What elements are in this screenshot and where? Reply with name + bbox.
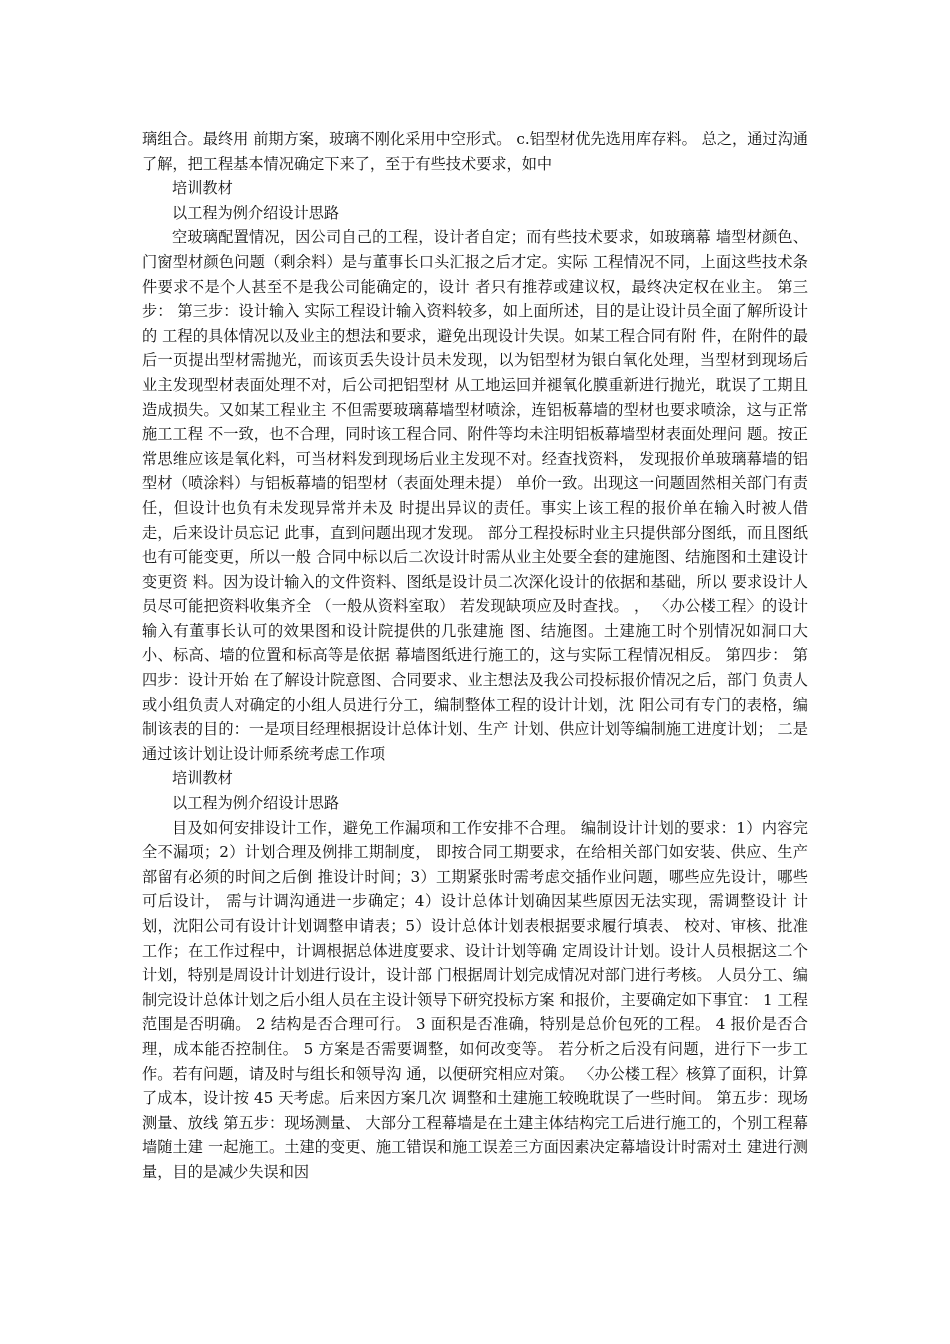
body-paragraph: 目及如何安排设计工作，避免工作漏项和工作安排不合理。 编制设计计划的要求：1）内容完全不漏项；2）计划合理及例排工期制度， 即按合同工期要求，在给相关部门如安装、供应、生产部留有必须的时间之后倒 推设计时间；3）工期紧张时需考虑交插作业问题，哪些应先设计，哪些可后设计， 需与计调沟通进一步确定；4）设计总体计划确因某些原因无法实现，需调整设计 计划，沈阳公司有设计计划调整申请表；5）设计总体计划表根据要求履行填表、 校对、审核、批准工作；在工作过程中，计调根据总体进度要求、设计计划等确 定周设计计划。设计人员根据这二个计划，特别是周设计计划进行设计，设计部 门根据周计划完成情况对部门进行考核。 人员分工、编制完设计总体计划之后小组人员在主设计领导下研究投标方案 和报价，主要确定如下事宜： 1 工程范围是否明确。 2 结构是否合理可行。 3 面积是否准确，特别是总价包死的工程。 4 报价是否合理，成本能否控制住。 5 方案是否需要调整，如何改变等。 若分析之后没有问题，进行下一步工作。若有问题，请及时与组长和领导沟 通，以便研究相应对策。 〈办公楼工程〉核算了面积，计算了成本，设计按 45 天考虑。后来因方案几次 调整和土建施工较晚耽误了一些时间。 第五步：现场测量、放线 第五步：现场测量、 大部分工程幕墙是在土建主体结构完工后进行施工的，个别工程幕墙随土建 一起施工。土建的变更、施工错误和施工误差三方面因素决定幕墙设计时需对土 建进行测量，目的是减少失误和因 — [142, 818, 808, 1181]
section-title: 以工程为例介绍设计思路 — [172, 794, 340, 813]
section-title: 以工程为例介绍设计思路 — [172, 203, 340, 222]
body-paragraph: 璃组合。最终用 前期方案，玻璃不刚化采用中空形式。 c.铝型材优先选用库存料。 总之，通过沟通了解，把工程基本情况确定下来了，至于有些技术要求，如中 — [142, 130, 808, 173]
document-page — [142, 127, 808, 1185]
body-paragraph: 空玻璃配置情况，因公司自己的工程，设计者自定；而有些技术要求，如玻璃幕 墙型材颜色、门窗型材颜色问题（剩余料）是与董事长口头汇报之后才定。实际 工程情况不同，上面这些技术条件要求不是个人甚至不是我公司能确定的，设计 者只有推荐或建议权，最终决定权在业主。 第三步： 第三步：设计输入 实际工程设计输入资料较多，如上面所述，目的是让设计员全面了解所设计的 工程的具体情况以及业主的想法和要求，避免出现设计失误。如某工程合同有附 件，在附件的最后一页提出型材需抛光，而该页丢失设计员未发现，以为铝型材为银白氧化处理，当型材到现场后业主发现型材表面处理不对，后公司把铝型材 从工地运回并褪氧化膜重新进行抛光，耽误了工期且造成损失。又如某工程业主 不但需要玻璃幕墙型材喷涂，连铝板幕墙的型材也要求喷涂，这与正常施工工程 不一致，也不合理，同时该工程合同、附件等均未注明铝板幕墙型材表面处理问 题。按正常思维应该是氧化料，可当材料发到现场后业主发现不对。经查找资料， 发现报价单玻璃幕墙的铝型材（喷涂料）与铝板幕墙的铝型材（表面处理未提） 单价一致。出现这一问题固然相关部门有责任，但设计也负有未发现异常并未及 时提出异议的责任。事实上该工程的报价单在输入时被人借走，后来设计员忘记 此事，直到问题出现才发现。 部分工程投标时业主只提供部分图纸，而且图纸也有可能变更，所以一般 合同中标以后二次设计时需从业主处要全套的建施图、结施图和土建设计变更资 料。因为设计输入的文件资料、图纸是设计员二次深化设计的依据和基础，所以 要求设计人员尽可能把资料收集齐全 （一般从资料室取） 若发现缺项应及时查找。 ， 〈办公楼工程〉的设计输入有董事长认可的效果图和设计院提供的几张建施 图、结施图。土建施工时个别情况如洞口大小、标高、墙的位置和标高等是依据 幕墙图纸进行施工的，这与实际工程情况相反。 第四步： 第四步：设计开始 在了解设计院意图、合同要求、业主想法及我公司投标报价情况之后，部门 负责人或小组负责人对确定的小组人员进行分工，编制整体工程的设计计划，沈 阳公司有专门的表格，编制该表的目的：一是项目经理根据设计总体计划、生产 计划、供应计划等编制施工进度计划； 二是通过该计划让设计师系统考虑工作项 — [142, 228, 808, 763]
section-label: 培训教材 — [172, 179, 233, 198]
section-label: 培训教材 — [172, 769, 233, 788]
